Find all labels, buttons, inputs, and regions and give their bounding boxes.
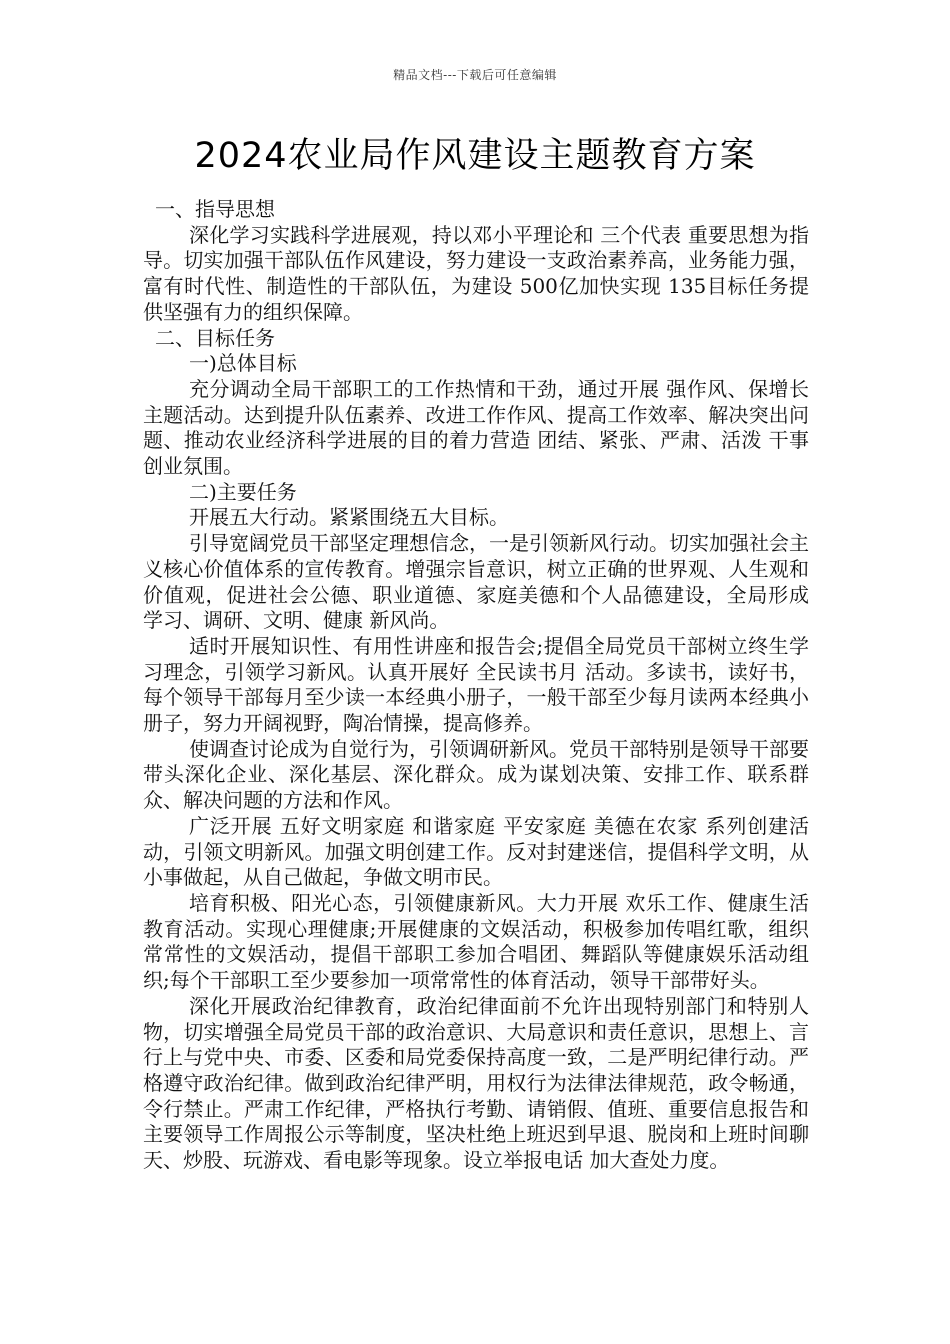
- subsection-heading-main-tasks: 二)主要任务: [189, 479, 297, 504]
- paragraph: 适时开展知识性、有用性讲座和报告会;提倡全局党员干部树立终生学习理念，引领学习新风。认真开展好 全民读书月 活动。多读书，读好书，每个领导干部每月至少读一本经典小册子，一般干部至少每月读两本经典小册子，努力开阔视野，陶冶情操，提高修养。: [143, 633, 809, 736]
- paragraph: 引导宽阔党员干部坚定理想信念，一是引领新风行动。切实加强社会主义核心价值体系的宣传教育。增强宗旨意识，树立正确的世界观、人生观和价值观，促进社会公德、职业道德、家庭美德和个人品德建设，全局形成 学习、调研、文明、健康 新风尚。: [143, 531, 809, 633]
- paragraph: 培育积极、阳光心态，引领健康新风。大力开展 欢乐工作、健康生活 教育活动。实现心理健康;开展健康的文娱活动，积极参加传唱红歌，组织常常性的文娱活动，提倡干部职工参加合唱团、舞蹈队等健康娱乐活动组织;每个干部职工至少要参加一项常常性的体育活动，领导干部带好头。: [143, 890, 809, 993]
- paragraph: 深化学习实践科学进展观，持以邓小平理论和 三个代表 重要思想为指导。切实加强干部队伍作风建设，努力建设一支政治素养高，业务能力强，富有时代性、制造性的干部队伍，为建设 500亿加快实现 135目标任务提供坚强有力的组织保障。: [143, 222, 809, 324]
- section-heading-guiding-ideology: 一、指导思想: [155, 197, 275, 221]
- document-title: 2024农业局作风建设主题教育方案: [194, 136, 756, 176]
- paragraph: 开展五大行动。紧紧围绕五大目标。: [189, 505, 509, 530]
- document-body: [143, 197, 809, 1174]
- paragraph: 充分调动全局干部职工的工作热情和干劲，通过开展 强作风、保增长 主题活动。达到提升队伍素养、改进工作作风、提高工作效率、解决突出问题、推动农业经济科学进展的目的着力营造 团结、紧张、严肃、活泼 干事创业氛围。: [143, 376, 809, 479]
- paragraph: 广泛开展 五好文明家庭 和谐家庭 平安家庭 美德在农家 系列创建活动，引领文明新风。加强文明创建工作。反对封建迷信，提倡科学文明，从小事做起，从自己做起，争做文明市民。: [143, 813, 809, 890]
- subsection-heading-overall-goal: 一)总体目标: [189, 351, 297, 376]
- paragraph: 深化开展政治纪律教育，政治纪律面前不允许出现特别部门和特别人物，切实增强全局党员干部的政治意识、大局意识和责任意识，思想上、言行上与党中央、市委、区委和局党委保持高度一致，二是严明纪律行动。严格遵守政治纪律。做到政治纪律严明，用权行为法律法律规范，政令畅通，令行禁止。严肃工作纪律，严格执行考勤、请销假、值班、重要信息报告和主要领导工作周报公示等制度，坚决杜绝上班迟到早退、脱岗和上班时间聊天、炒股、玩游戏、看电影等现象。设立举报电话 加大查处力度。: [143, 993, 809, 1173]
- paragraph: 使调查讨论成为自觉行为，引领调研新风。党员干部特别是领导干部要带头深化企业、深化基层、深化群众。成为谋划决策、安排工作、联系群众、解决问题的方法和作风。: [143, 736, 809, 813]
- section-heading-goals-tasks: 二、目标任务: [155, 325, 275, 350]
- header-note: 精品文档---下载后可任意编辑: [393, 68, 557, 82]
